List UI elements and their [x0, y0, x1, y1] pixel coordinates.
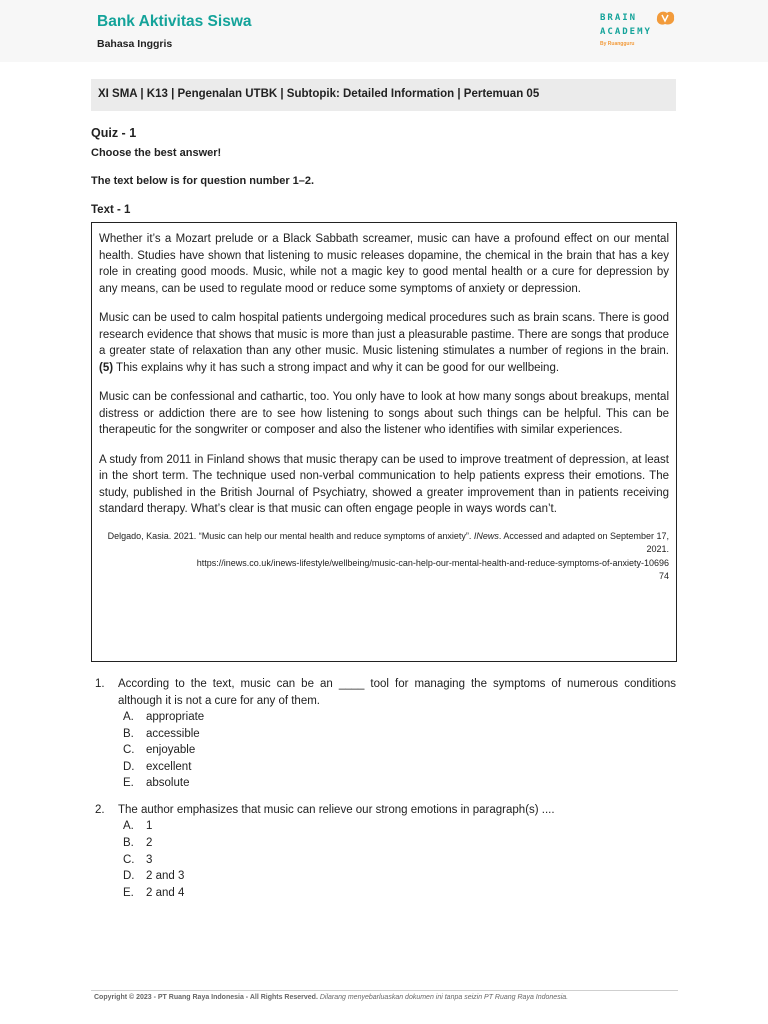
- quiz-title: Quiz - 1: [91, 126, 137, 140]
- option-text: 2 and 3: [146, 870, 185, 883]
- option-text: appropriate: [146, 711, 205, 723]
- option-text: 3: [146, 853, 153, 866]
- citation-text: Delgado, Kasia. 2021. “Music can help our mental health and reduce symptoms of anxiety”.: [107, 530, 474, 541]
- citation-access: . Accessed and adapted on September 17, 2021.: [498, 530, 669, 554]
- class-info-text: XI SMA | K13 | Pengenalan UTBK | Subtopik: Detailed Information | Pertemuan 05: [98, 88, 540, 100]
- option-text: absolute: [146, 777, 190, 790]
- option-a[interactable]: [123, 709, 676, 726]
- option-letter: C.: [123, 853, 135, 866]
- paragraph-2-part-2: This explains why it has such a strong impact and why it can be good for our wellbeing.: [113, 361, 560, 374]
- option-letter: D.: [123, 870, 135, 883]
- footer-copyright: [94, 994, 568, 1001]
- option-b[interactable]: [123, 726, 676, 743]
- option-letter: A.: [123, 711, 134, 723]
- option-e[interactable]: [123, 775, 676, 792]
- question-text: According to the text, music can be an ____ tool for managing the symptoms of numerous conditions although it is not a cure for any of them.: [118, 678, 676, 707]
- page-title: Bank Aktivitas Siswa: [97, 13, 252, 30]
- page-footer: [0, 984, 768, 1024]
- option-letter: D.: [123, 760, 135, 773]
- quiz-instruction: Choose the best answer!: [91, 147, 222, 159]
- paragraph-2-part-1: Music can be used to calm hospital patients undergoing medical procedures such as brain scans. There is good research evidence that shows that music is more than just a pleasurable pastime. There are songs that produce a greater state of relaxation than any other music. Music listening stimulates a number of regions in the brain.: [99, 312, 669, 357]
- option-c[interactable]: [123, 852, 676, 869]
- answer-options: [95, 709, 676, 792]
- reading-text-box: [91, 222, 677, 662]
- brain-academy-logo: [598, 9, 678, 55]
- option-e[interactable]: [123, 885, 676, 902]
- option-text: accessible: [146, 727, 200, 740]
- option-d[interactable]: [123, 759, 676, 776]
- option-letter: A.: [123, 820, 134, 833]
- citation-line-1: [99, 530, 669, 557]
- answer-options: [95, 818, 676, 901]
- option-a[interactable]: [123, 818, 676, 835]
- text-note: The text below is for question number 1–2.: [91, 175, 315, 187]
- copyright-text: Copyright © 2023 - PT Ruang Raya Indonesia - All Rights Reserved.: [94, 994, 318, 1001]
- logo-line-3: By Ruangguru: [600, 41, 635, 47]
- logo-line-1: BRAIN: [600, 13, 638, 23]
- footer-divider: [91, 990, 678, 991]
- option-text: 1: [146, 820, 153, 833]
- option-text: 2: [146, 837, 153, 850]
- option-letter: B.: [123, 727, 134, 740]
- citation: [99, 530, 669, 584]
- question-2: [95, 802, 676, 901]
- logo-line-2: ACADEMY: [600, 27, 652, 37]
- citation-url-end[interactable]: 74: [658, 571, 669, 581]
- question-number: 2.: [95, 803, 105, 816]
- citation-source: INews: [473, 530, 499, 541]
- option-letter: C.: [123, 744, 135, 757]
- paragraph-1: Whether it’s a Mozart prelude or a Black Sabbath screamer, music can have a profound effect on our mental health. Studies have shown that listening to music releases dopamine, the chemical in the brain that has a key role in creating good moods. Music, while not a magic key to good mental health or a cure for depression by any means, can be used to regulate mood or reduce some symptoms of anxiety or depression.: [99, 233, 669, 295]
- option-d[interactable]: [123, 868, 676, 885]
- citation-url[interactable]: https://inews.co.uk/inews-lifestyle/wellbeing/music-can-help-our-mental-health-and-reduce-symptoms-of-anxiety-10696: [196, 557, 669, 568]
- question-number: 1.: [95, 678, 105, 690]
- option-b[interactable]: [123, 835, 676, 852]
- class-info-bar: [91, 79, 676, 111]
- page-header: [0, 0, 768, 62]
- option-text: 2 and 4: [146, 886, 185, 899]
- option-letter: B.: [123, 837, 134, 850]
- option-c[interactable]: [123, 742, 676, 759]
- option-letter: E.: [123, 886, 134, 899]
- question-text: The author emphasizes that music can relieve our strong emotions in paragraph(s) ....: [118, 803, 555, 816]
- option-letter: E.: [123, 777, 134, 790]
- option-text: enjoyable: [146, 744, 196, 757]
- sentence-marker: (5): [99, 361, 114, 374]
- option-text: excellent: [146, 760, 192, 773]
- question-list: [95, 676, 676, 911]
- paragraph-4: A study from 2011 in Finland shows that music therapy can be used to improve treatment of depression, at least in the short term. The technique used non-verbal communication to help patients express their emotions. The study, published in the British Journal of Psychiatry, showed a greater improvement than in patients receiving standard therapy. What’s clear is that music can often engage people in ways words can’t.: [99, 453, 669, 515]
- paragraph-2: [99, 310, 669, 376]
- paragraph-3: Music can be confessional and cathartic, too. You only have to look at how many songs about breakups, mental distress or addiction there are to see how listening to songs about such things can be helpful. This can be therapeutic for the songwriter or composer and also the listener who identifies with similar experiences.: [99, 391, 669, 436]
- subject-label: Bahasa Inggris: [97, 38, 173, 50]
- text-label: Text - 1: [91, 204, 131, 216]
- brain-icon: [654, 9, 676, 27]
- question-1: [95, 676, 676, 792]
- copyright-notice: Dilarang menyebarluaskan dokumen ini tanpa seizin PT Ruang Raya Indonesia.: [317, 994, 569, 1001]
